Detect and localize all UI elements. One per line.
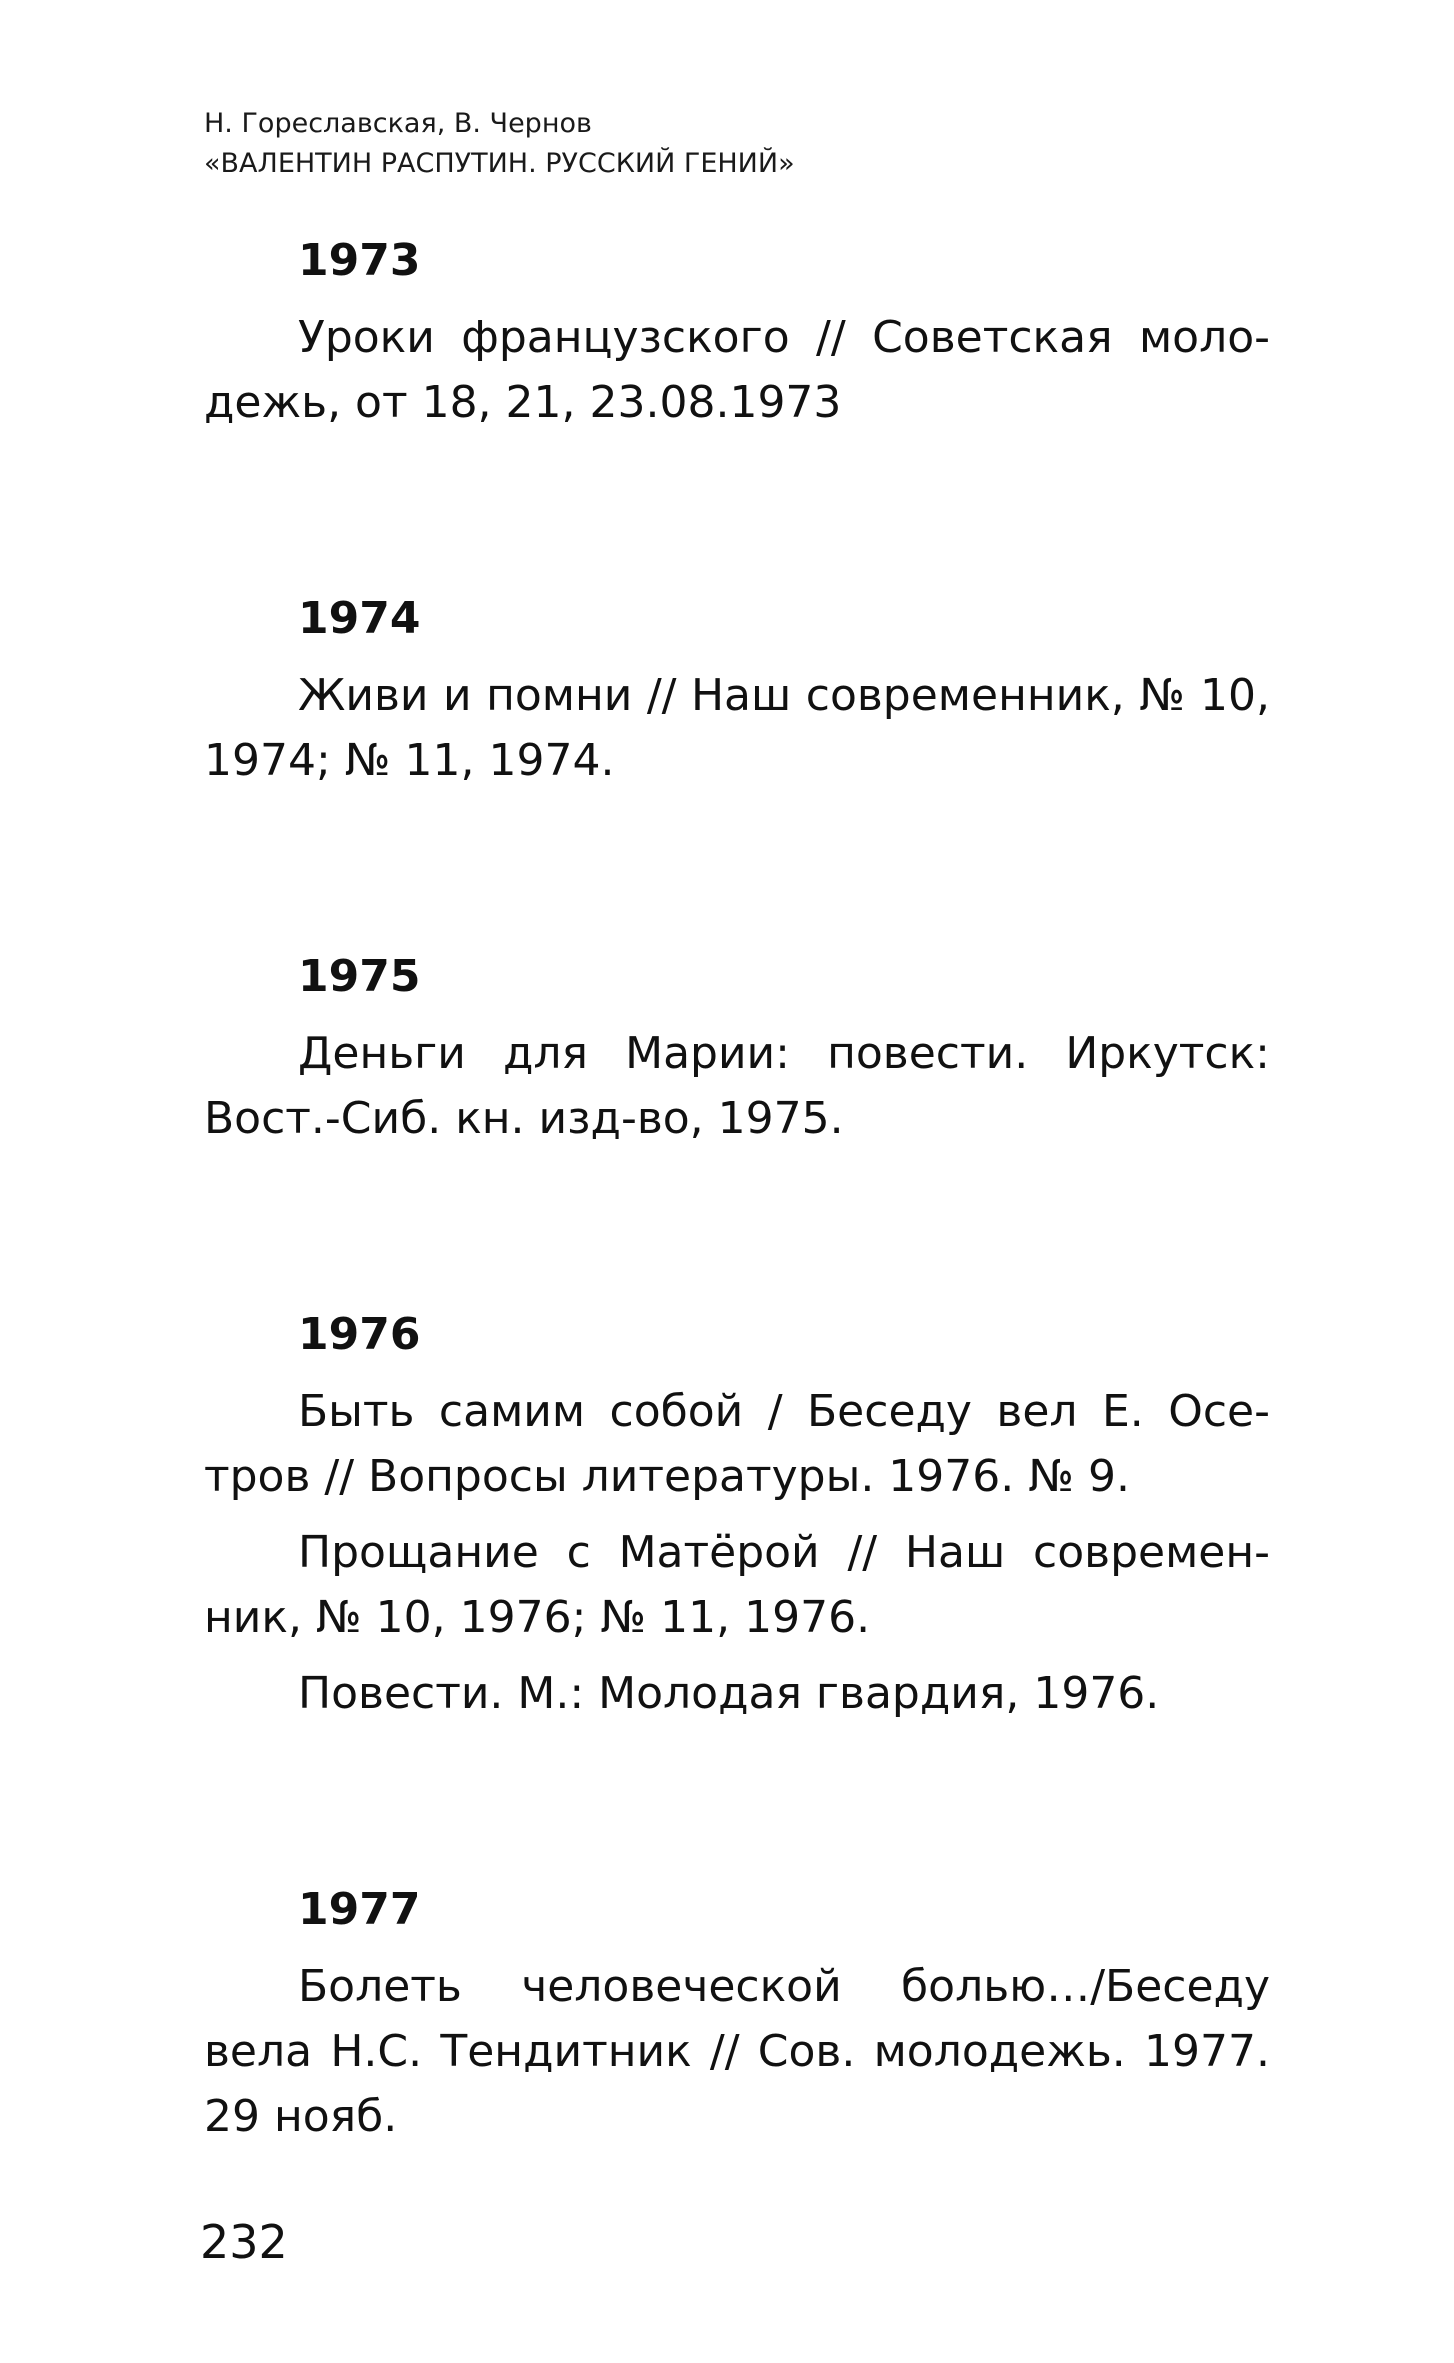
year-section-1973 — [204, 228, 1270, 435]
section-spacer — [204, 804, 1270, 944]
year-heading: 1973 — [298, 235, 421, 286]
section-spacer — [204, 1737, 1270, 1877]
header-authors: Н. Гореславская, В. Чернов — [204, 108, 592, 139]
year-section-1974 — [204, 586, 1270, 793]
year-heading: 1976 — [298, 1309, 421, 1360]
bibliography-entry: Болеть человеческой болью…/Беседу вела Н.С. Тендитник // Сов. молодежь. 1977. 29 нояб. — [204, 1961, 1270, 2142]
year-section-1976 — [204, 1302, 1270, 1726]
year-section-1975 — [204, 944, 1270, 1151]
bibliography-entry: Уроки французского // Советская моло-дежь, от 18, 21, 23.08.1973 — [204, 312, 1270, 428]
header-book-title: «ВАЛЕНТИН РАСПУТИН. РУССКИЙ ГЕНИЙ» — [204, 148, 795, 179]
year-section-1977 — [204, 1877, 1270, 2149]
page-number: 232 — [200, 2215, 288, 2269]
bibliography-entry: Живи и помни // Наш современник, № 10, 1974; № 11, 1974. — [204, 670, 1270, 786]
bibliography-content — [204, 228, 1270, 2160]
year-heading: 1977 — [298, 1884, 421, 1935]
section-spacer — [204, 1162, 1270, 1302]
section-spacer — [204, 446, 1270, 586]
bibliography-entry: Повести. М.: Молодая гвардия, 1976. — [298, 1668, 1160, 1719]
running-header — [204, 104, 1264, 184]
year-heading: 1975 — [298, 951, 421, 1002]
bibliography-entry: Быть самим собой / Беседу вел Е. Осе-тров // Вопросы литературы. 1976. № 9. — [204, 1386, 1270, 1502]
bibliography-entry: Прощание с Матёрой // Наш современ-ник, № 10, 1976; № 11, 1976. — [204, 1527, 1270, 1643]
bibliography-entry: Деньги для Марии: повести. Иркутск: Вост.-Сиб. кн. изд-во, 1975. — [204, 1028, 1270, 1144]
year-heading: 1974 — [298, 593, 421, 644]
